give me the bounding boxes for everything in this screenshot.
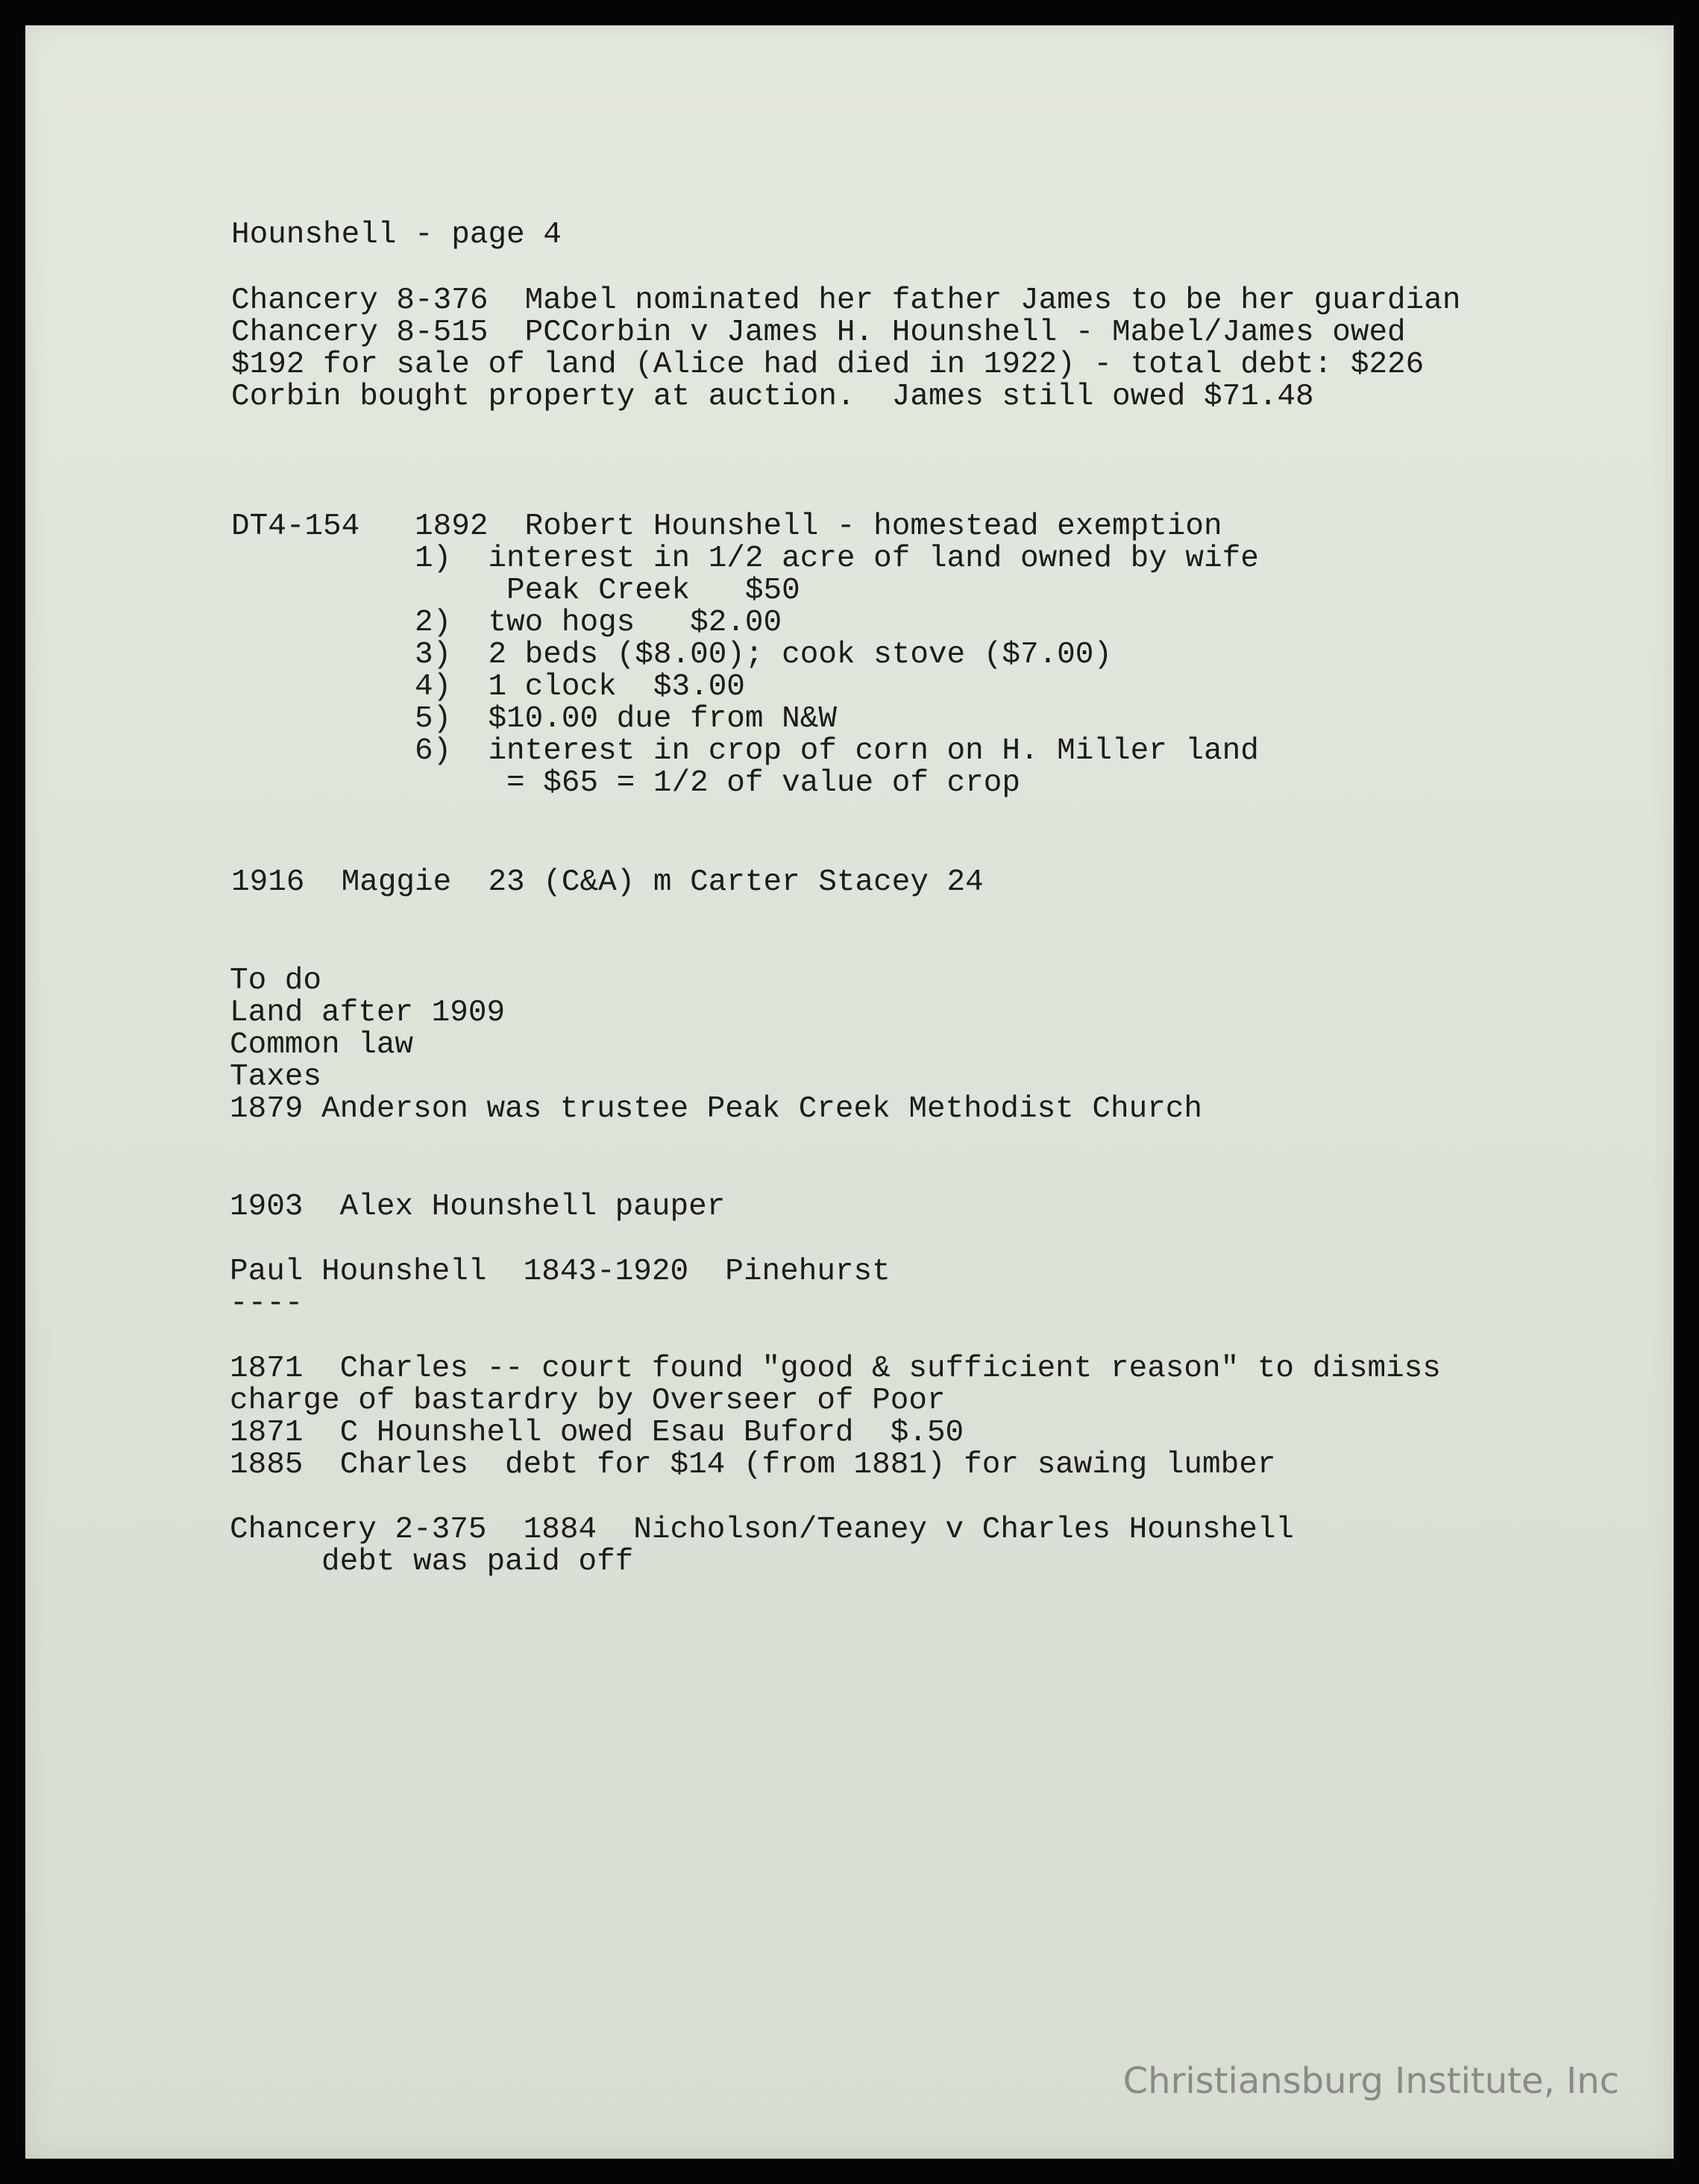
paul-divider: ---- — [230, 1287, 304, 1321]
homestead-line-5: 3) 2 beds ($8.00); cook stove ($7.00) — [231, 638, 1112, 672]
charles-line-1: 1871 Charles -- court found "good & sufficient reason" to dismiss — [230, 1352, 1441, 1386]
todo-line-4: Taxes — [230, 1060, 322, 1094]
homestead-line-7: 5) $10.00 due from N&W — [231, 702, 837, 736]
final-line-1: Chancery 2-375 1884 Nicholson/Teaney v Charles Hounshell — [230, 1513, 1295, 1547]
todo-line-5: 1879 Anderson was trustee Peak Creek Methodist Church — [230, 1092, 1203, 1126]
marriage-line: 1916 Maggie 23 (C&A) m Carter Stacey 24 — [231, 865, 984, 900]
chancery-line-3: $192 for sale of land (Alice had died in 1922) - total debt: $226 — [231, 348, 1425, 382]
todo-line-1: To do — [230, 964, 322, 998]
homestead-line-8: 6) interest in crop of corn on H. Miller land — [231, 734, 1259, 768]
homestead-line-4: 2) two hogs $2.00 — [231, 606, 782, 640]
watermark-text: Christiansburg Institute, Inc — [1122, 2060, 1619, 2102]
charles-line-4: 1885 Charles debt for $14 (from 1881) for sawing lumber — [230, 1448, 1276, 1482]
homestead-line-9: = $65 = 1/2 of value of crop — [231, 766, 1020, 800]
charles-line-2: charge of bastardry by Overseer of Poor — [230, 1384, 946, 1418]
homestead-line-6: 4) 1 clock $3.00 — [231, 670, 745, 704]
homestead-line-1: DT4-154 1892 Robert Hounshell - homestead exemption — [231, 509, 1222, 544]
chancery-line-2: Chancery 8-515 PCCorbin v James H. Hounshell - Mabel/James owed — [231, 316, 1406, 350]
todo-line-3: Common law — [230, 1028, 414, 1062]
final-line-2: debt was paid off — [230, 1545, 634, 1579]
pauper-line: 1903 Alex Hounshell pauper — [230, 1190, 726, 1224]
chancery-line-1: Chancery 8-376 Mabel nominated her father James to be her guardian — [231, 283, 1461, 318]
paul-line: Paul Hounshell 1843-1920 Pinehurst — [230, 1255, 891, 1289]
homestead-line-2: 1) interest in 1/2 acre of land owned by wife — [231, 542, 1259, 576]
homestead-line-3: Peak Creek $50 — [231, 574, 800, 608]
page-header: Hounshell - page 4 — [231, 218, 562, 252]
todo-line-2: Land after 1909 — [230, 996, 506, 1030]
chancery-line-4: Corbin bought property at auction. James still owed $71.48 — [231, 380, 1314, 414]
charles-line-3: 1871 C Hounshell owed Esau Buford $.50 — [230, 1416, 964, 1450]
